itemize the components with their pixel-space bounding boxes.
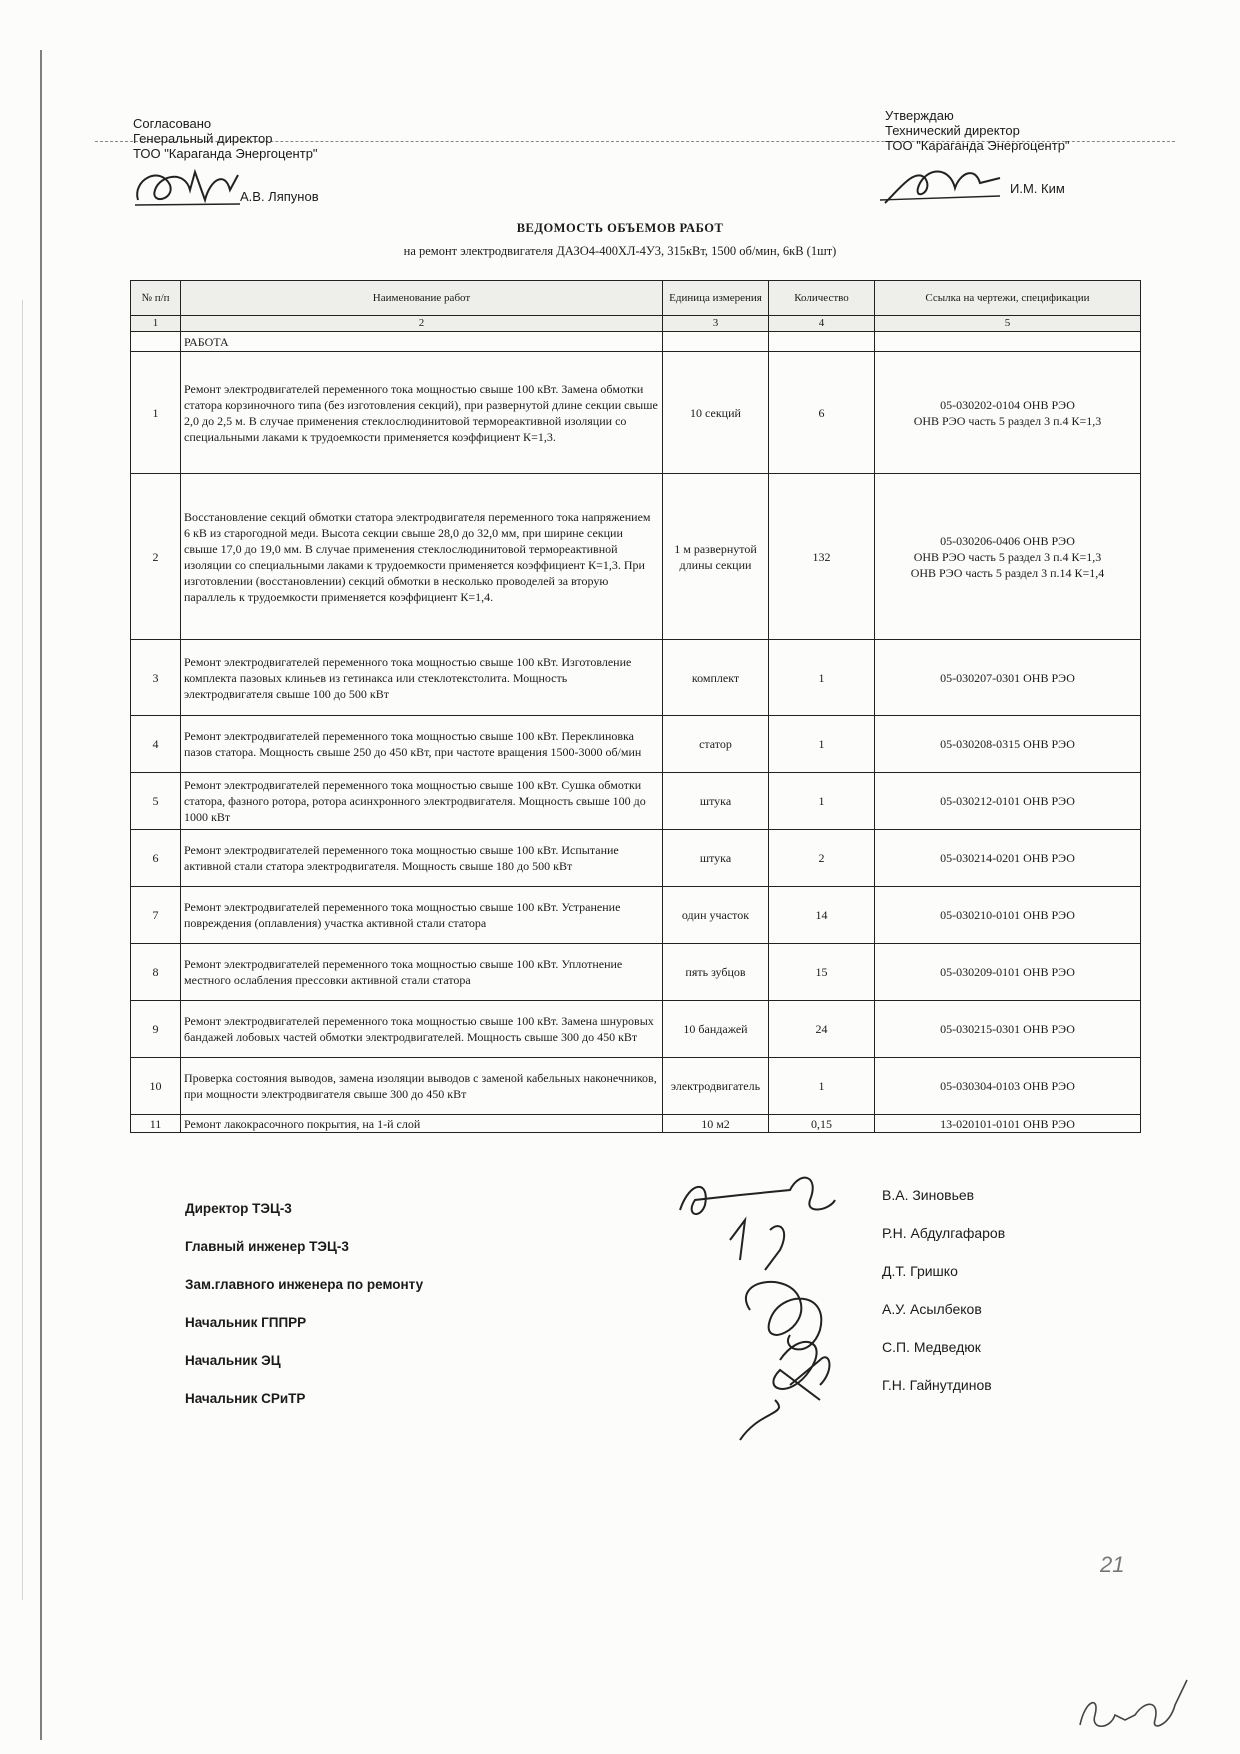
section-cell	[769, 332, 875, 352]
row-unit: 10 секций	[663, 352, 769, 474]
row-unit: комплект	[663, 640, 769, 716]
row-qty: 2	[769, 830, 875, 887]
table-row	[131, 773, 1141, 830]
row-number: 1	[131, 352, 181, 474]
table-row	[131, 474, 1141, 640]
row-unit: один участок	[663, 887, 769, 944]
ref-line: ОНВ РЭО часть 5 раздел 3 п.14 К=1,4	[910, 565, 1105, 580]
signatory-name: Г.Н. Гайнутдинов	[882, 1377, 992, 1393]
row-number: 11	[131, 1115, 181, 1133]
row-unit: штука	[663, 773, 769, 830]
ref-line: 05-030202-0104 ОНВ РЭО	[940, 397, 1075, 412]
row-ref	[875, 474, 1141, 640]
row-number: 10	[131, 1058, 181, 1115]
row-ref: 05-030210-0101 ОНВ РЭО	[875, 887, 1141, 944]
row-unit: статор	[663, 716, 769, 773]
col-header-name: Наименование работ	[181, 281, 663, 316]
table-row	[131, 1115, 1141, 1133]
row-number: 6	[131, 830, 181, 887]
row-number: 2	[131, 474, 181, 640]
table-row	[131, 887, 1141, 944]
row-ref: 05-030207-0301 ОНВ РЭО	[875, 640, 1141, 716]
col-header-unit: Единица измерения	[663, 281, 769, 316]
row-unit: 10 бандажей	[663, 1001, 769, 1058]
signatory-position: Начальник СРиТР	[185, 1391, 306, 1406]
row-unit: 1 м развернутой длины секции	[663, 474, 769, 640]
agreed-block	[133, 116, 318, 161]
row-number: 7	[131, 887, 181, 944]
corner-signature	[1075, 1670, 1195, 1740]
row-description: Ремонт электродвигателей переменного тока мощностью свыше 100 кВт. Сушка обмотки статора, фазного ротора, ротора асинхронного электродвигателя. Мощность свыше 100 до 1000 кВт	[181, 773, 663, 830]
row-unit: электродвигатель	[663, 1058, 769, 1115]
table-row	[131, 352, 1141, 474]
row-number: 4	[131, 716, 181, 773]
signatures-handwritten	[670, 1160, 890, 1450]
column-number: 3	[663, 316, 769, 332]
row-ref: 13-020101-0101 ОНВ РЭО	[875, 1115, 1141, 1133]
agreed-company: ТОО "Караганда Энергоцентр"	[133, 146, 318, 161]
section-cell	[131, 332, 181, 352]
agreed-name: А.В. Ляпунов	[240, 189, 319, 204]
ref-line: ОНВ РЭО часть 5 раздел 3 п.4 К=1,3	[913, 549, 1102, 564]
row-unit: пять зубцов	[663, 944, 769, 1001]
row-unit: 10 м2	[663, 1115, 769, 1133]
row-description: Ремонт электродвигателей переменного тока мощностью свыше 100 кВт. Замена обмотки статора корзиночного типа (без изготовления секций), при развернутой длине секции свыше 2,0 до 2,5 м. В случае применения стеклослюдинитовой термореактивной изоляции со специальными лаками к трудоемкости применяется коэффициент К=1,3.	[181, 352, 663, 474]
column-number: 5	[875, 316, 1141, 332]
col-header-ref: Ссылка на чертежи, спецификации	[875, 281, 1141, 316]
row-qty: 0,15	[769, 1115, 875, 1133]
table-row	[131, 1058, 1141, 1115]
column-number: 4	[769, 316, 875, 332]
column-number: 1	[131, 316, 181, 332]
col-header-qty: Количество	[769, 281, 875, 316]
signatory-position: Главный инженер ТЭЦ-3	[185, 1239, 349, 1254]
row-qty: 15	[769, 944, 875, 1001]
row-description: Ремонт лакокрасочного покрытия, на 1-й слой	[181, 1115, 663, 1133]
row-number: 8	[131, 944, 181, 1001]
row-description: Ремонт электродвигателей переменного тока мощностью свыше 100 кВт. Изготовление комплекта пазовых клиньев из гетинакса или стеклотекстолита. Мощность электродвигателя свыше 100 до 500 кВт	[181, 640, 663, 716]
approved-position: Технический директор	[885, 123, 1020, 138]
row-qty: 1	[769, 1058, 875, 1115]
scan-edge	[40, 50, 42, 1740]
row-ref: 05-030215-0301 ОНВ РЭО	[875, 1001, 1141, 1058]
row-description: Ремонт электродвигателей переменного тока мощностью свыше 100 кВт. Испытание активной стали статора электродвигателя. Мощность свыше 180 до 500 кВт	[181, 830, 663, 887]
signatory-name: Д.Т. Гришко	[882, 1263, 958, 1279]
signatory-name: С.П. Медведюк	[882, 1339, 981, 1355]
section-cell	[663, 332, 769, 352]
works-table	[130, 280, 1141, 1133]
approved-block	[885, 108, 1070, 153]
table-row	[131, 944, 1141, 1001]
signatory-position: Начальник ГППРР	[185, 1315, 307, 1330]
table-row	[131, 716, 1141, 773]
approved-name: И.М. Ким	[1010, 181, 1065, 196]
row-ref: 05-030214-0201 ОНВ РЭО	[875, 830, 1141, 887]
row-qty: 14	[769, 887, 875, 944]
table-row	[131, 830, 1141, 887]
row-ref: 05-030209-0101 ОНВ РЭО	[875, 944, 1141, 1001]
page-number: 21	[1100, 1552, 1125, 1577]
section-cell	[875, 332, 1141, 352]
row-qty: 1	[769, 640, 875, 716]
row-description: Ремонт электродвигателей переменного тока мощностью свыше 100 кВт. Замена шнуровых бандажей лобовых частей обмотки электродвигателей. Мощность свыше 300 до 450 кВт	[181, 1001, 663, 1058]
row-number: 5	[131, 773, 181, 830]
row-qty: 132	[769, 474, 875, 640]
row-unit: штука	[663, 830, 769, 887]
col-header-number: № п/п	[131, 281, 181, 316]
approved-label: Утверждаю	[885, 108, 954, 123]
row-qty: 24	[769, 1001, 875, 1058]
approved-company: ТОО "Караганда Энергоцентр"	[885, 138, 1070, 153]
ref-line: 05-030206-0406 ОНВ РЭО	[940, 533, 1075, 548]
row-description: Ремонт электродвигателей переменного тока мощностью свыше 100 кВт. Уплотнение местного ослабления прессовки активной стали статора	[181, 944, 663, 1001]
signatory-name: Р.Н. Абдулгафаров	[882, 1225, 1006, 1241]
signatory-name: А.У. Асылбеков	[882, 1301, 982, 1317]
row-description: Ремонт электродвигателей переменного тока мощностью свыше 100 кВт. Устранение повреждения (оплавления) участка активной стали статора	[181, 887, 663, 944]
row-description: Восстановление секций обмотки статора электродвигателя переменного тока напряжением 6 кВ из старогодной меди. Высота секции свыше 28,0 до 32,0 мм, при ширине секции свыше 17,0 до 19,0 мм. В случае применения стеклослюдинитовой термореактивной изоляции со специальными лаками к трудоемкости применяется коэффициент К=1,3. При изготовлении (восстановлении) секций обмотки в несколько проводелей за вторую параллель к трудоемкости применяется коэффициент К=1,4.	[181, 474, 663, 640]
scan-edge	[22, 300, 23, 1600]
agreed-position: Генеральный директор	[133, 131, 273, 146]
document-subtitle: на ремонт электродвигателя ДАЗО4-400ХЛ-4У3, 315кВт, 1500 об/мин, 6кВ (1шт)	[403, 244, 837, 258]
row-ref	[875, 352, 1141, 474]
column-number: 2	[181, 316, 663, 332]
ref-line: ОНВ РЭО часть 5 раздел 3 п.4 К=1,3	[913, 413, 1102, 428]
row-number: 3	[131, 640, 181, 716]
approved-signature	[880, 158, 1005, 208]
table-row	[131, 640, 1141, 716]
signatory-position: Начальник ЭЦ	[185, 1353, 281, 1368]
signatory-position: Директор ТЭЦ-3	[185, 1201, 292, 1216]
row-ref: 05-030212-0101 ОНВ РЭО	[875, 773, 1141, 830]
row-ref: 05-030208-0315 ОНВ РЭО	[875, 716, 1141, 773]
row-qty: 1	[769, 773, 875, 830]
table-row	[131, 1001, 1141, 1058]
row-number: 9	[131, 1001, 181, 1058]
row-ref: 05-030304-0103 ОНВ РЭО	[875, 1058, 1141, 1115]
agreed-label: Согласовано	[133, 116, 212, 131]
row-description: Ремонт электродвигателей переменного тока мощностью свыше 100 кВт. Переклиновка пазов статора. Мощность свыше 250 до 450 кВт, при частоте вращения 1500-3000 об/мин	[181, 716, 663, 773]
row-qty: 6	[769, 352, 875, 474]
document-title: ВЕДОМОСТЬ ОБЪЕМОВ РАБОТ	[516, 221, 724, 235]
signatory-position: Зам.главного инженера по ремонту	[185, 1277, 424, 1292]
agreed-signature	[130, 160, 245, 210]
row-description: Проверка состояния выводов, замена изоляции выводов с заменой кабельных наконечников, при мощности электродвигателя свыше 300 до 450 кВт	[181, 1058, 663, 1115]
section-title: РАБОТА	[181, 332, 663, 352]
signatory-name: В.А. Зиновьев	[882, 1187, 975, 1203]
row-qty: 1	[769, 716, 875, 773]
